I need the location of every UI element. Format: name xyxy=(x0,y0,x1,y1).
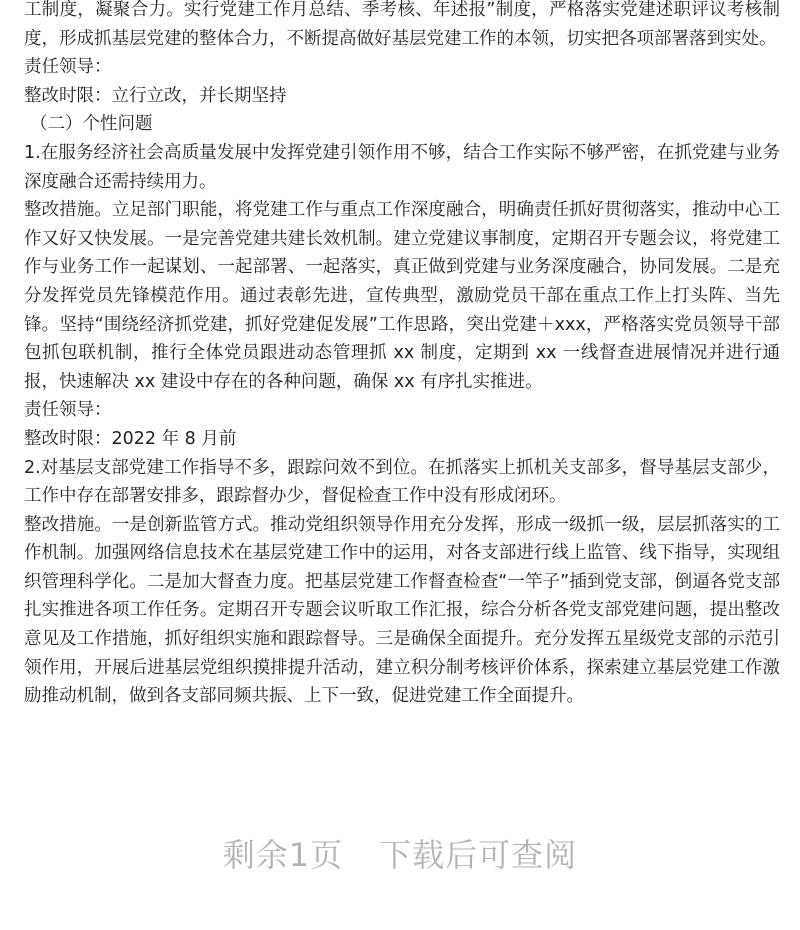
section-heading-individual-issues: （二）个性问题 xyxy=(30,114,153,135)
responsible-leader-1: 责任领导： xyxy=(24,57,112,78)
download-to-view-text: 下载后可查阅 xyxy=(379,836,578,874)
issue-2: 2.对基层支部党建工作指导不多，跟踪问效不到位。在抓落实上抓机关支部多，督导基层支部少，工作中存在部署安排多，跟踪督办少，督促检查工作中没有形成闭环。 xyxy=(24,457,780,507)
deadline-2: 整改时限：2022 年 8 月前 xyxy=(24,428,237,449)
document-body xyxy=(24,0,780,711)
paragraph-intro: 工制度，凝聚合力。实行党建工作月总结、季考核、年述报”制度，严格落实党建述职评议考核制度，形成抓基层党建的整体合力，不断提高做好基层党建工作的本领，切实把各项部署落到实处。 xyxy=(24,0,780,49)
responsible-leader-2: 责任领导： xyxy=(24,400,112,421)
measures-2: 整改措施。一是创新监管方式。推动党组织领导作用充分发挥，形成一级抓一级，层层抓落实的工作机制。加强网络信息技术在基层党建工作中的运用，对各支部进行线上监管、线下指导，实现组织管理科学化。二是加大督查力度。把基层党建工作督查检查“一竿子”插到党支部，倒逼各党支部扎实推进各项工作任务。定期召开专题会议听取工作汇报，综合分析各党支部党建问题，提出整改意见及工作措施，抓好组织实施和跟踪督导。三是确保全面提升。充分发挥五星级党支部的示范引领作用，开展后进基层党组织摸排提升活动，建立积分制考核评价体系，探索建立基层党建工作激励推动机制，做到各支部同频共振、上下一致，促进党建工作全面提升。 xyxy=(24,514,780,707)
remaining-pages-text: 剩余1页 xyxy=(222,836,344,874)
download-prompt-banner[interactable] xyxy=(0,830,800,876)
issue-1: 1.在服务经济社会高质量发展中发挥党建引领作用不够，结合工作实际不够严密，在抓党建与业务深度融合还需持续用力。 xyxy=(24,142,780,192)
measures-1: 整改措施。立足部门职能，将党建工作与重点工作深度融合，明确责任抓好贯彻落实，推动中心工作又好又快发展。一是完善党建共建长效机制。建立党建议事制度，定期召开专题会议，将党建工作与业务工作一起谋划、一起部署、一起落实，真正做到党建与业务深度融合，协同发展。二是充分发挥党员先锋模范作用。通过表彰先进，宣传典型，激励党员干部在重点工作上打头阵、当先锋。坚持“围绕经济抓党建，抓好党建促发展”工作思路，突出党建＋xxx，严格落实党员领导干部包抓包联机制，推行全体党员跟进动态管理抓 xx 制度，定期到 xx 一线督查进展情况并进行通报，快速解决 xx 建设中存在的各种问题，确保 xx 有序扎实推进。 xyxy=(24,200,780,392)
deadline-1: 整改时限：立行立改，并长期坚持 xyxy=(24,85,287,106)
